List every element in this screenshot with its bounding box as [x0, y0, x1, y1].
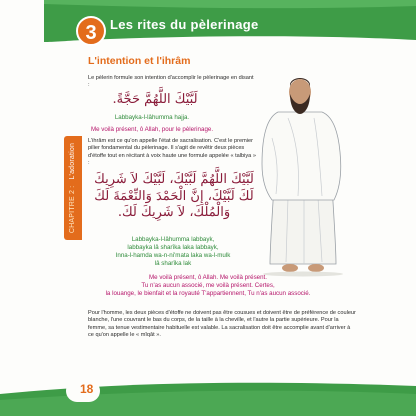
section-title: L'intention et l'ihrâm — [88, 55, 191, 67]
page-number: 18 — [80, 382, 94, 396]
translation-line: la louange, le bienfait et la royauté T'appartiennent, Tu n'as aucun associé. — [105, 290, 311, 297]
transliteration-line: lâ sharîka lak — [154, 260, 192, 267]
transliteration-line: Inna-l-hamda wa-n-ni'mata laka wa-l-mulk — [115, 252, 231, 259]
arabic-invocation-1: لَبَّيْكَ اللَّهُمَّ حَجَّةً. — [112, 92, 198, 107]
chapter-side-tab — [64, 136, 82, 240]
paragraph-ihram: L'ihrâm est ce qu'on appelle l'état de sacralisation. C'est le premier pilier fondamental du pèlerinage. Il s'agit de revêtir deux pièces d'étoffe tout en récitant à voix haute une formule appelée « talbiya » : — [88, 138, 256, 167]
translation-line: Me voilà présent, ô Allah. Me voilà présent. — [149, 274, 267, 281]
footer-green-wave — [0, 372, 416, 416]
paragraph-clothing: Pour l'homme, les deux pièces d'étoffe ne doivent pas être cousues et doivent être de préférence de couleur blanche, l'une couvrant le bas du corps, de la taille à la cheville, et l'autre la partie supérieure. Pour la femme, sa tenue vestimentaire habituelle est valable. La sacralisation doit être accomplie avant d'arriver à ce qu'on appelle le « mîqât ». — [88, 310, 356, 339]
side-tab-chapter-name: L'adoration — [69, 142, 76, 180]
translation-line: Tu n'as aucun associé, me voilà présent. Certes, — [141, 282, 275, 289]
intro-text: Le pèlerin formule son intention d'accomplir le pèlerinage en disant : — [88, 75, 254, 89]
transliteration-line: labbayka lâ sharîka laka labbayk, — [127, 244, 219, 251]
arabic-talbiya: لَبَّيْكَ اللَّهُمَّ لَبَّيْكَ، لَبَّيْكَ لاَ شَرِيكَ لَكَ لَبَّيْكَ، إِنَّ الْحَمْدَ وَالنِّعْمَةَ لَكَ وَالْمُلْكَ، لاَ شَرِيكَ لَكَ. — [94, 172, 254, 220]
transliteration-talbiya — [88, 236, 258, 268]
chapter-title: Les rites du pèlerinage — [110, 17, 259, 32]
side-tab-text — [64, 136, 82, 240]
pilgrim-in-ihram-illustration — [248, 68, 360, 278]
french-translation-1: Me voilà présent, ô Allah, pour le pèlerinage. — [90, 126, 214, 133]
chapter-number-badge: 3 — [76, 16, 106, 46]
transliteration-1: Labbayka-l-lâhumma hajja. — [114, 114, 190, 121]
side-tab-chapter-label: CHAPITRE 2 : — [69, 185, 76, 234]
transliteration-line: Labbayka-l-lâhumma labbayk, — [131, 236, 215, 243]
